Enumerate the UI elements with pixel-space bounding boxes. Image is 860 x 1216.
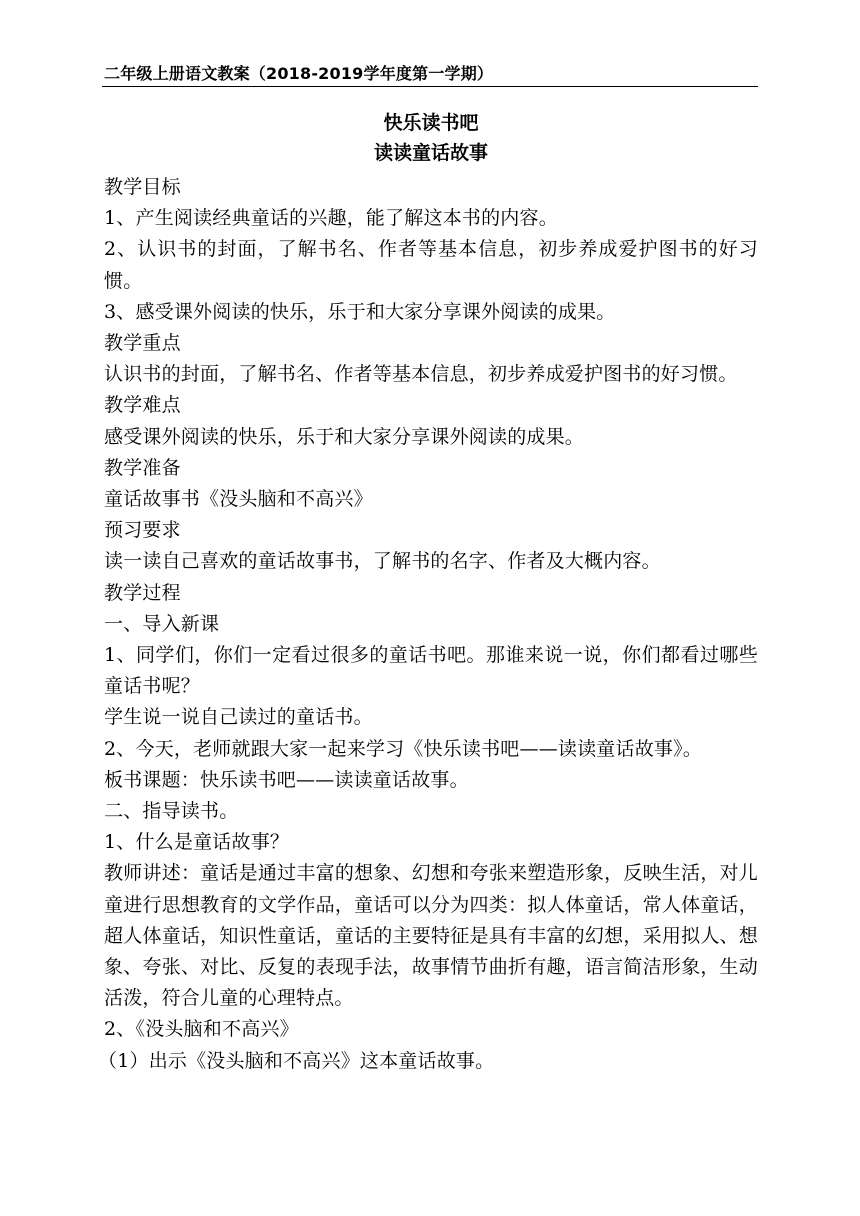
goal-item-1: 1、产生阅读经典童话的兴趣，能了解这本书的内容。 bbox=[104, 207, 558, 230]
goal-item-3: 3、感受课外阅读的快乐，乐于和大家分享课外阅读的成果。 bbox=[104, 300, 616, 323]
intro-item-2: 2、今天，老师就跟大家一起来学习《快乐读书吧——读读童话故事》。 bbox=[104, 737, 702, 760]
intro-student-activity: 学生说一说自己读过的童话书。 bbox=[104, 706, 373, 729]
preparation-text: 童话故事书《没头脑和不高兴》 bbox=[104, 488, 373, 511]
goals-heading: 教学目标 bbox=[104, 176, 181, 198]
section-intro-heading: 一、导入新课 bbox=[104, 612, 220, 635]
guide-item-1: 1、什么是童话故事？ bbox=[104, 831, 290, 854]
intro-item-1: 1、同学们，你们一定看过很多的童话书吧。那谁来说一说，你们都看过哪些童话书呢？ bbox=[104, 644, 758, 698]
guide-subitem-1: （1）出示《没头脑和不高兴》这本童话故事。 bbox=[98, 1049, 495, 1072]
page-title: 快乐读书吧 bbox=[383, 112, 479, 134]
key-points-text: 认识书的封面，了解书名、作者等基本信息，初步养成爱护图书的好习惯。 bbox=[104, 363, 738, 386]
running-header: 二年级上册语文教案（2018-2019学年度第一学期） bbox=[104, 64, 494, 83]
difficulty-heading: 教学难点 bbox=[104, 394, 181, 417]
section-guide-heading: 二、指导读书。 bbox=[104, 800, 239, 823]
guide-item-2: 2、《没头脑和不高兴》 bbox=[104, 1018, 299, 1041]
page-subtitle: 读读童话故事 bbox=[373, 142, 488, 164]
difficulty-text: 感受课外阅读的快乐，乐于和大家分享课外阅读的成果。 bbox=[104, 425, 585, 448]
title-block bbox=[104, 108, 758, 168]
document-body bbox=[98, 172, 758, 1077]
process-heading: 教学过程 bbox=[104, 581, 181, 604]
preview-heading: 预习要求 bbox=[104, 519, 181, 542]
guide-teacher-explanation: 教师讲述：童话是通过丰富的想象、幻想和夸张来塑造形象，反映生活，对儿童进行思想教育的文学作品，童话可以分为四类：拟人体童话，常人体童话，超人体童话，知识性童话，童话的主要特征是具有丰富的幻想，采用拟人、想象、夸张、对比、反复的表现手法，故事情节曲折有趣，语言简洁形象，生动活泼，符合儿童的心理特点。 bbox=[104, 862, 758, 1010]
preview-text: 读一读自己喜欢的童话故事书，了解书的名字、作者及大概内容。 bbox=[104, 550, 661, 573]
goal-item-2: 2、认识书的封面，了解书名、作者等基本信息，初步养成爱护图书的好习惯。 bbox=[104, 238, 758, 292]
key-points-heading: 教学重点 bbox=[104, 332, 181, 355]
preparation-heading: 教学准备 bbox=[104, 456, 181, 479]
header-rule bbox=[102, 86, 758, 87]
intro-board-title: 板书课题：快乐读书吧——读读童话故事。 bbox=[104, 768, 469, 791]
